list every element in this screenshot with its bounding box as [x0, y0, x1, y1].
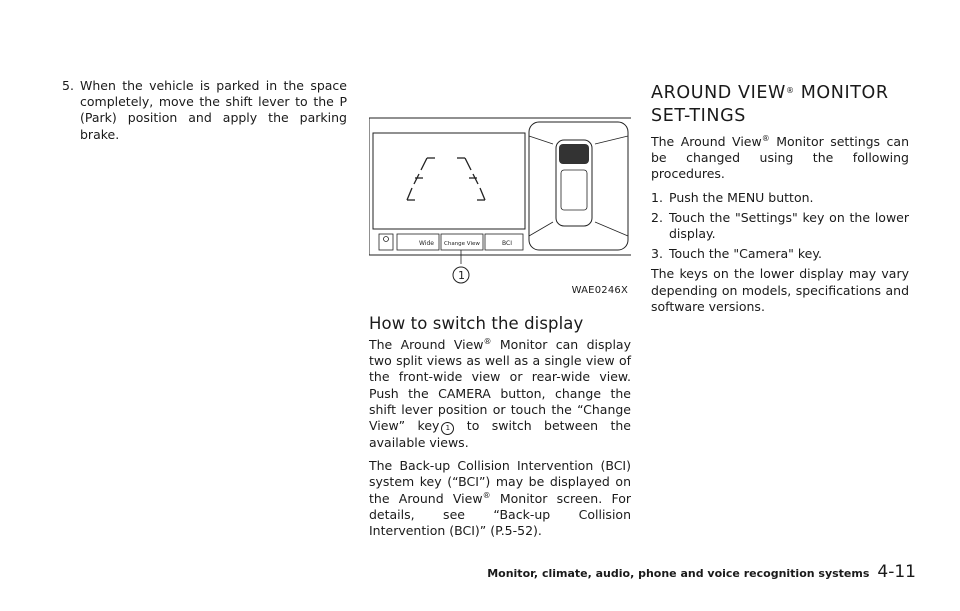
settings-note: The keys on the lower display may vary depending on models, specifications and software versions. — [651, 266, 909, 314]
footer-title: Monitor, climate, audio, phone and voice recognition systems — [487, 567, 870, 580]
left-column — [62, 78, 347, 147]
right-column — [651, 82, 909, 322]
page-number: 4-11 — [877, 562, 916, 582]
settings-step-2: 2. Touch the "Settings" key on the lower display. — [651, 209, 909, 242]
switch-paragraph-1: The Around View® Monitor can display two split views as well as a single view of the front-wide view or rear-wide view. Push the CAMERA button, change the shift lever position or touch the “Change View” key 1 to switch between the available views. — [369, 337, 631, 451]
change-view-key-reference: 1 — [441, 422, 454, 435]
middle-column — [369, 78, 631, 546]
change-view-key-label: Change View — [444, 241, 480, 247]
monitor-illustration — [369, 78, 631, 300]
callout-1-label: 1 — [458, 269, 465, 282]
step-5-number: 5. — [62, 78, 74, 93]
figure-code: WAE0246X — [571, 285, 628, 296]
settings-intro: The Around View® Monitor settings can be changed using the following procedures. — [651, 134, 910, 182]
bci-key-label: BCI — [502, 240, 512, 247]
wide-key-label: Wide — [419, 240, 434, 247]
around-view-figure — [369, 78, 631, 300]
guide-lines — [407, 158, 485, 200]
step-5-text: When the vehicle is parked in the space completely, move the shift lever to the P (Park) position and apply the parking brake. — [80, 78, 347, 142]
front-view-pane — [373, 133, 525, 229]
switch-display-heading: How to switch the display — [369, 314, 584, 333]
step-5 — [62, 78, 347, 143]
settings-heading: AROUND VIEW® MONITOR SET-TINGS — [651, 83, 889, 126]
settings-step-3: 3. Touch the "Camera" key. — [651, 246, 822, 262]
car-icon — [556, 140, 592, 226]
settings-step-1: 1. Push the MENU button. — [651, 189, 814, 205]
switch-paragraph-2: The Back-up Collision Intervention (BCI) system key (“BCI”) may be displayed on the Around View® Monitor screen. For details, see “Back-up Collision Intervention (BCI)” (P.5-52). — [369, 458, 631, 539]
page-footer — [487, 562, 916, 582]
